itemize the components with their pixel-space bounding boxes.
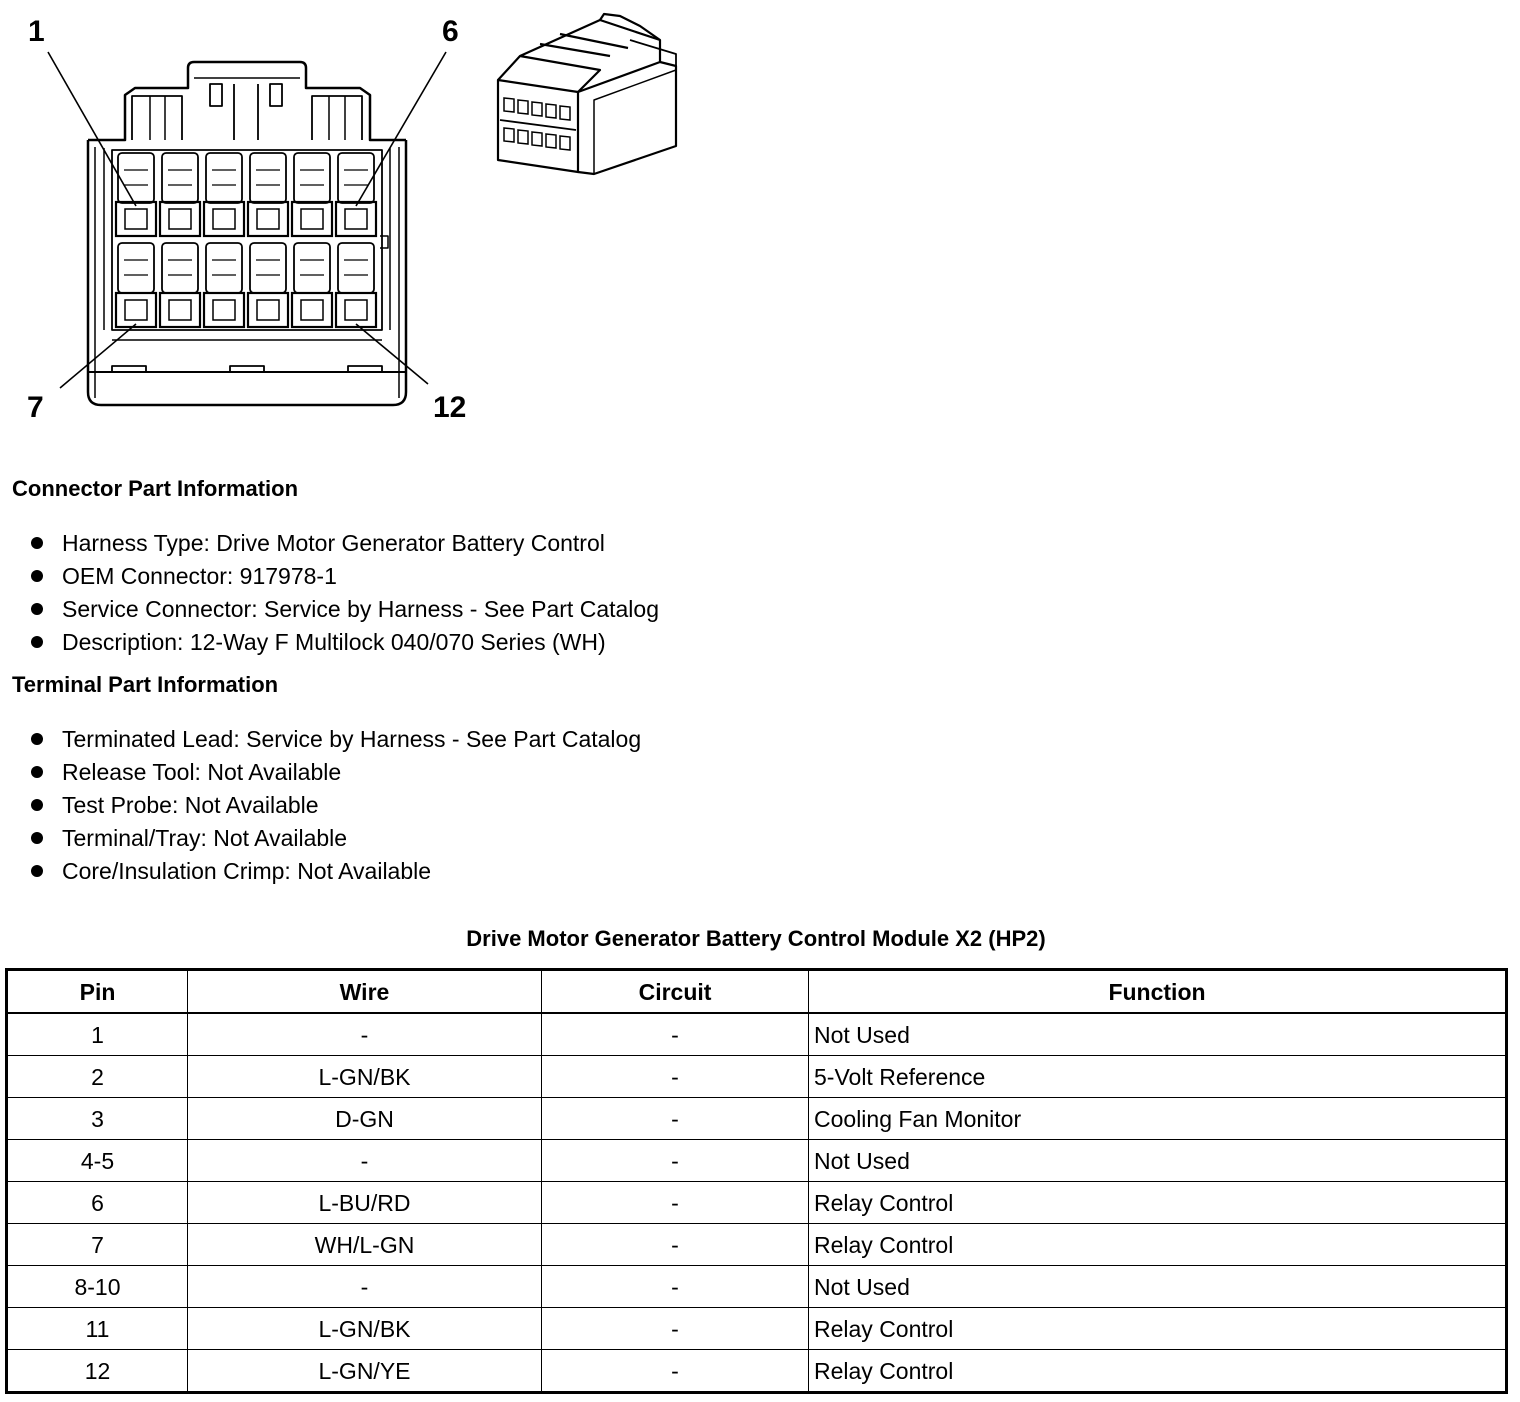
column-header-wire: Wire — [188, 970, 542, 1014]
table-row — [7, 1098, 1507, 1140]
list-item: Harness Type: Drive Motor Generator Battery Control — [0, 530, 659, 563]
bullet-icon — [31, 537, 43, 549]
pin-cell: 11 — [7, 1308, 188, 1350]
table-row — [7, 1182, 1507, 1224]
list-item: Terminal/Tray: Not Available — [0, 825, 641, 858]
list-item: Description: 12-Way F Multilock 040/070 Series (WH) — [0, 629, 659, 662]
pin-cell: 1 — [7, 1013, 188, 1056]
circuit-cell: - — [542, 1308, 809, 1350]
circuit-cell: - — [542, 1013, 809, 1056]
wire-cell: D-GN — [188, 1098, 542, 1140]
list-item: Core/Insulation Crimp: Not Available — [0, 858, 641, 891]
function-cell: Not Used — [809, 1140, 1507, 1182]
wire-cell: L-BU/RD — [188, 1182, 542, 1224]
bullet-icon — [31, 832, 43, 844]
circuit-cell: - — [542, 1224, 809, 1266]
bullet-icon — [31, 766, 43, 778]
wire-cell: - — [188, 1140, 542, 1182]
pin-cell: 7 — [7, 1224, 188, 1266]
list-item: Release Tool: Not Available — [0, 759, 641, 792]
table-row — [7, 1224, 1507, 1266]
wire-cell: - — [188, 1013, 542, 1056]
table-row — [7, 1350, 1507, 1393]
pin-cell: 4-5 — [7, 1140, 188, 1182]
pin-label-12: 12 — [433, 391, 467, 424]
wire-cell: L-GN/BK — [188, 1308, 542, 1350]
column-header-pin: Pin — [7, 970, 188, 1014]
connector-isometric-diagram — [0, 0, 700, 200]
column-header-circuit: Circuit — [542, 970, 809, 1014]
connector-info-list — [0, 530, 659, 662]
wire-cell: WH/L-GN — [188, 1224, 542, 1266]
bullet-icon — [31, 799, 43, 811]
table-row — [7, 1308, 1507, 1350]
bullet-icon — [31, 865, 43, 877]
circuit-cell: - — [542, 1266, 809, 1308]
list-item: Terminated Lead: Service by Harness - See Part Catalog — [0, 726, 641, 759]
pin-label-1: 1 — [28, 15, 45, 48]
circuit-cell: - — [542, 1140, 809, 1182]
connector-info-heading: Connector Part Information — [12, 476, 299, 501]
circuit-cell: - — [542, 1350, 809, 1393]
pin-cell: 2 — [7, 1056, 188, 1098]
bullet-icon — [31, 733, 43, 745]
function-cell: 5-Volt Reference — [809, 1056, 1507, 1098]
function-cell: Relay Control — [809, 1224, 1507, 1266]
function-cell: Relay Control — [809, 1350, 1507, 1393]
function-cell: Cooling Fan Monitor — [809, 1098, 1507, 1140]
list-item: Test Probe: Not Available — [0, 792, 641, 825]
table-row — [7, 1140, 1507, 1182]
terminal-info-heading: Terminal Part Information — [12, 672, 279, 697]
wire-cell: L-GN/YE — [188, 1350, 542, 1393]
pin-cell: 8-10 — [7, 1266, 188, 1308]
pin-label-6: 6 — [442, 15, 459, 48]
bullet-icon — [31, 603, 43, 615]
function-cell: Relay Control — [809, 1308, 1507, 1350]
function-cell: Not Used — [809, 1013, 1507, 1056]
pin-table — [5, 968, 1508, 1394]
circuit-cell: - — [542, 1056, 809, 1098]
bullet-icon — [31, 570, 43, 582]
column-header-function: Function — [809, 970, 1507, 1014]
terminal-info-list — [0, 726, 641, 891]
function-cell: Relay Control — [809, 1182, 1507, 1224]
list-item: OEM Connector: 917978-1 — [0, 563, 659, 596]
table-header-row — [7, 970, 1507, 1014]
circuit-cell: - — [542, 1182, 809, 1224]
list-item: Service Connector: Service by Harness - See Part Catalog — [0, 596, 659, 629]
table-row — [7, 1013, 1507, 1056]
pin-label-7: 7 — [27, 391, 44, 424]
pin-cell: 6 — [7, 1182, 188, 1224]
circuit-cell: - — [542, 1098, 809, 1140]
function-cell: Not Used — [809, 1266, 1507, 1308]
table-row — [7, 1056, 1507, 1098]
table-row — [7, 1266, 1507, 1308]
pin-cell: 12 — [7, 1350, 188, 1393]
pin-cell: 3 — [7, 1098, 188, 1140]
bullet-icon — [31, 636, 43, 648]
pin-table-title: Drive Motor Generator Battery Control Module X2 (HP2) — [466, 926, 1046, 951]
wire-cell: - — [188, 1266, 542, 1308]
wire-cell: L-GN/BK — [188, 1056, 542, 1098]
